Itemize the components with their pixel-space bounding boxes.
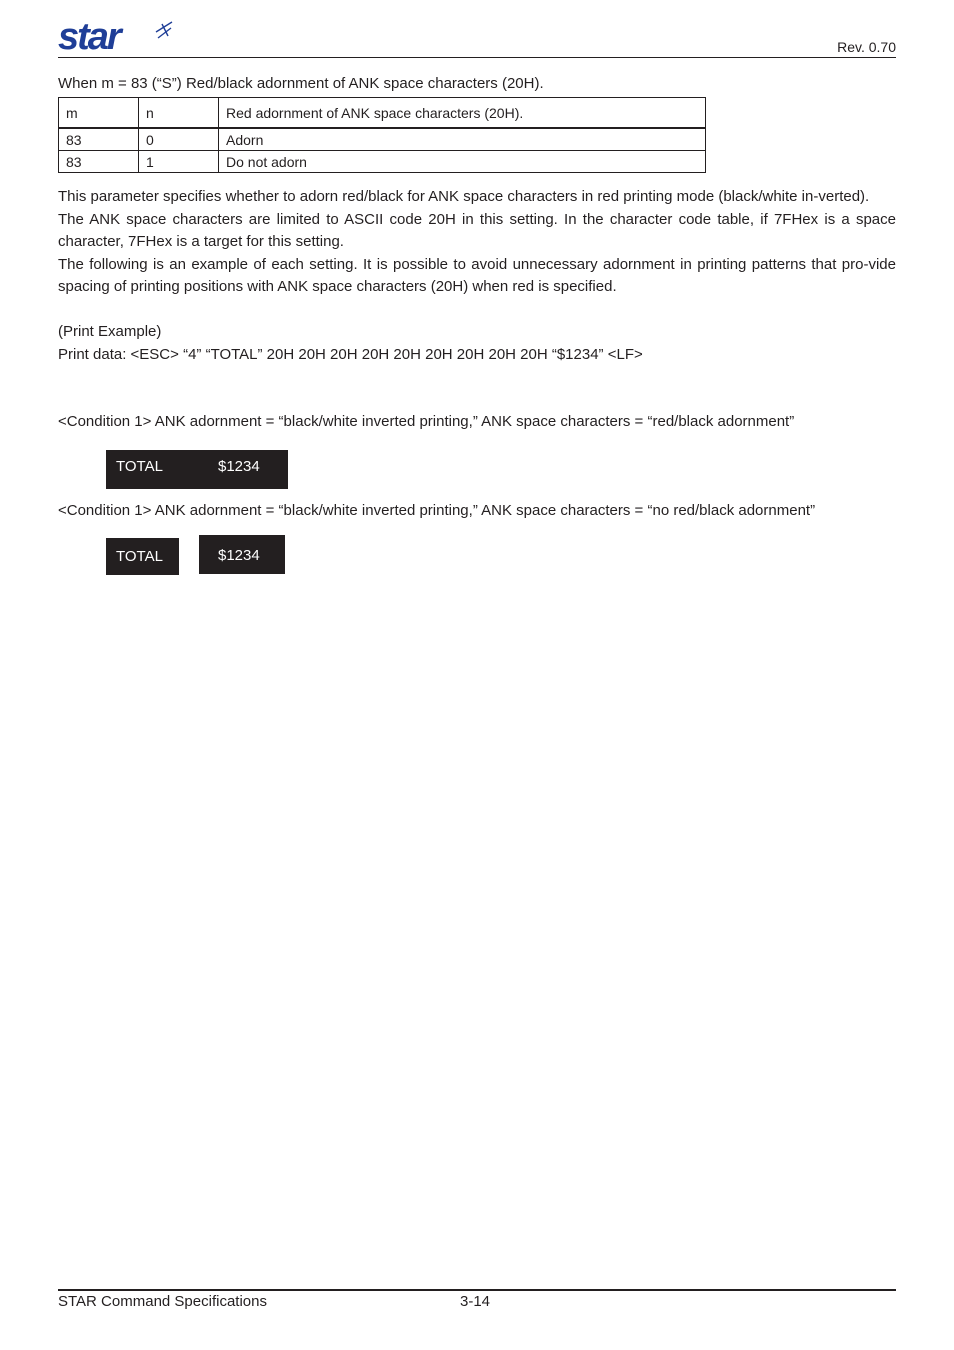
paragraph: The ANK space characters are limited to ASCII code 20H in this setting. In the character code table, if 7FHex is a space character, 7FHex is a target for this setting. <box>58 210 896 250</box>
parameter-table <box>58 97 706 173</box>
revision-label: Rev. 0.70 <box>837 39 896 55</box>
table-row <box>59 128 706 151</box>
print-example-label: (Print Example) <box>58 323 162 340</box>
print-data-line: Print data: <ESC> “4” “TOTAL” 20H 20H 20H 20H 20H 20H 20H 20H 20H “$1234” <LF> <box>58 345 643 363</box>
print-sample-total-block <box>106 538 179 575</box>
table-cell: 83 <box>59 128 139 151</box>
table-header-cell: m <box>59 98 139 129</box>
spacer <box>58 299 896 322</box>
sample-text-total: TOTAL <box>116 458 163 475</box>
print-sample-price-block <box>199 535 285 574</box>
table-header-cell: Red adornment of ANK space characters (20H). <box>219 98 706 129</box>
paragraph: The following is an example of each setting. It is possible to avoid unnecessary adornment in printing patterns that pro-vide spacing of printing positions with ANK space characters (20H) when red is specified. <box>58 255 896 295</box>
table-cell: Adorn <box>219 128 706 151</box>
condition-label: <Condition 1> ANK adornment = “black/white inverted printing,” ANK space characters = “red/black adornment” <box>58 413 795 430</box>
print-sample-adorned <box>106 450 288 489</box>
table-cell: 0 <box>139 128 219 151</box>
footer-divider <box>58 1289 896 1291</box>
table-cell: 83 <box>59 151 139 173</box>
table-header-row <box>59 98 706 129</box>
header-divider <box>58 57 896 58</box>
body-text <box>58 186 896 366</box>
star-logo-wordmark: star <box>58 18 120 54</box>
section-intro: When m = 83 (“S”) Red/black adornment of ANK space characters (20H). <box>58 75 544 92</box>
sample-text-price: $1234 <box>218 547 260 564</box>
paragraph: This parameter specifies whether to adorn red/black for ANK space characters in red printing mode (black/white in-verted). <box>58 188 870 205</box>
page-number: 3-14 <box>460 1293 491 1310</box>
sample-text-total: TOTAL <box>116 548 163 565</box>
sample-text-price: $1234 <box>218 458 260 475</box>
table-row <box>59 151 706 173</box>
footer-title: STAR Command Specifications <box>58 1293 267 1310</box>
table-cell: Do not adorn <box>219 151 706 173</box>
star-logo-spark-icon <box>156 22 172 38</box>
star-logo <box>58 18 174 54</box>
condition-label: <Condition 1> ANK adornment = “black/white inverted printing,” ANK space characters = “no red/black adornment” <box>58 502 816 519</box>
table-cell: 1 <box>139 151 219 173</box>
table-header-cell: n <box>139 98 219 129</box>
